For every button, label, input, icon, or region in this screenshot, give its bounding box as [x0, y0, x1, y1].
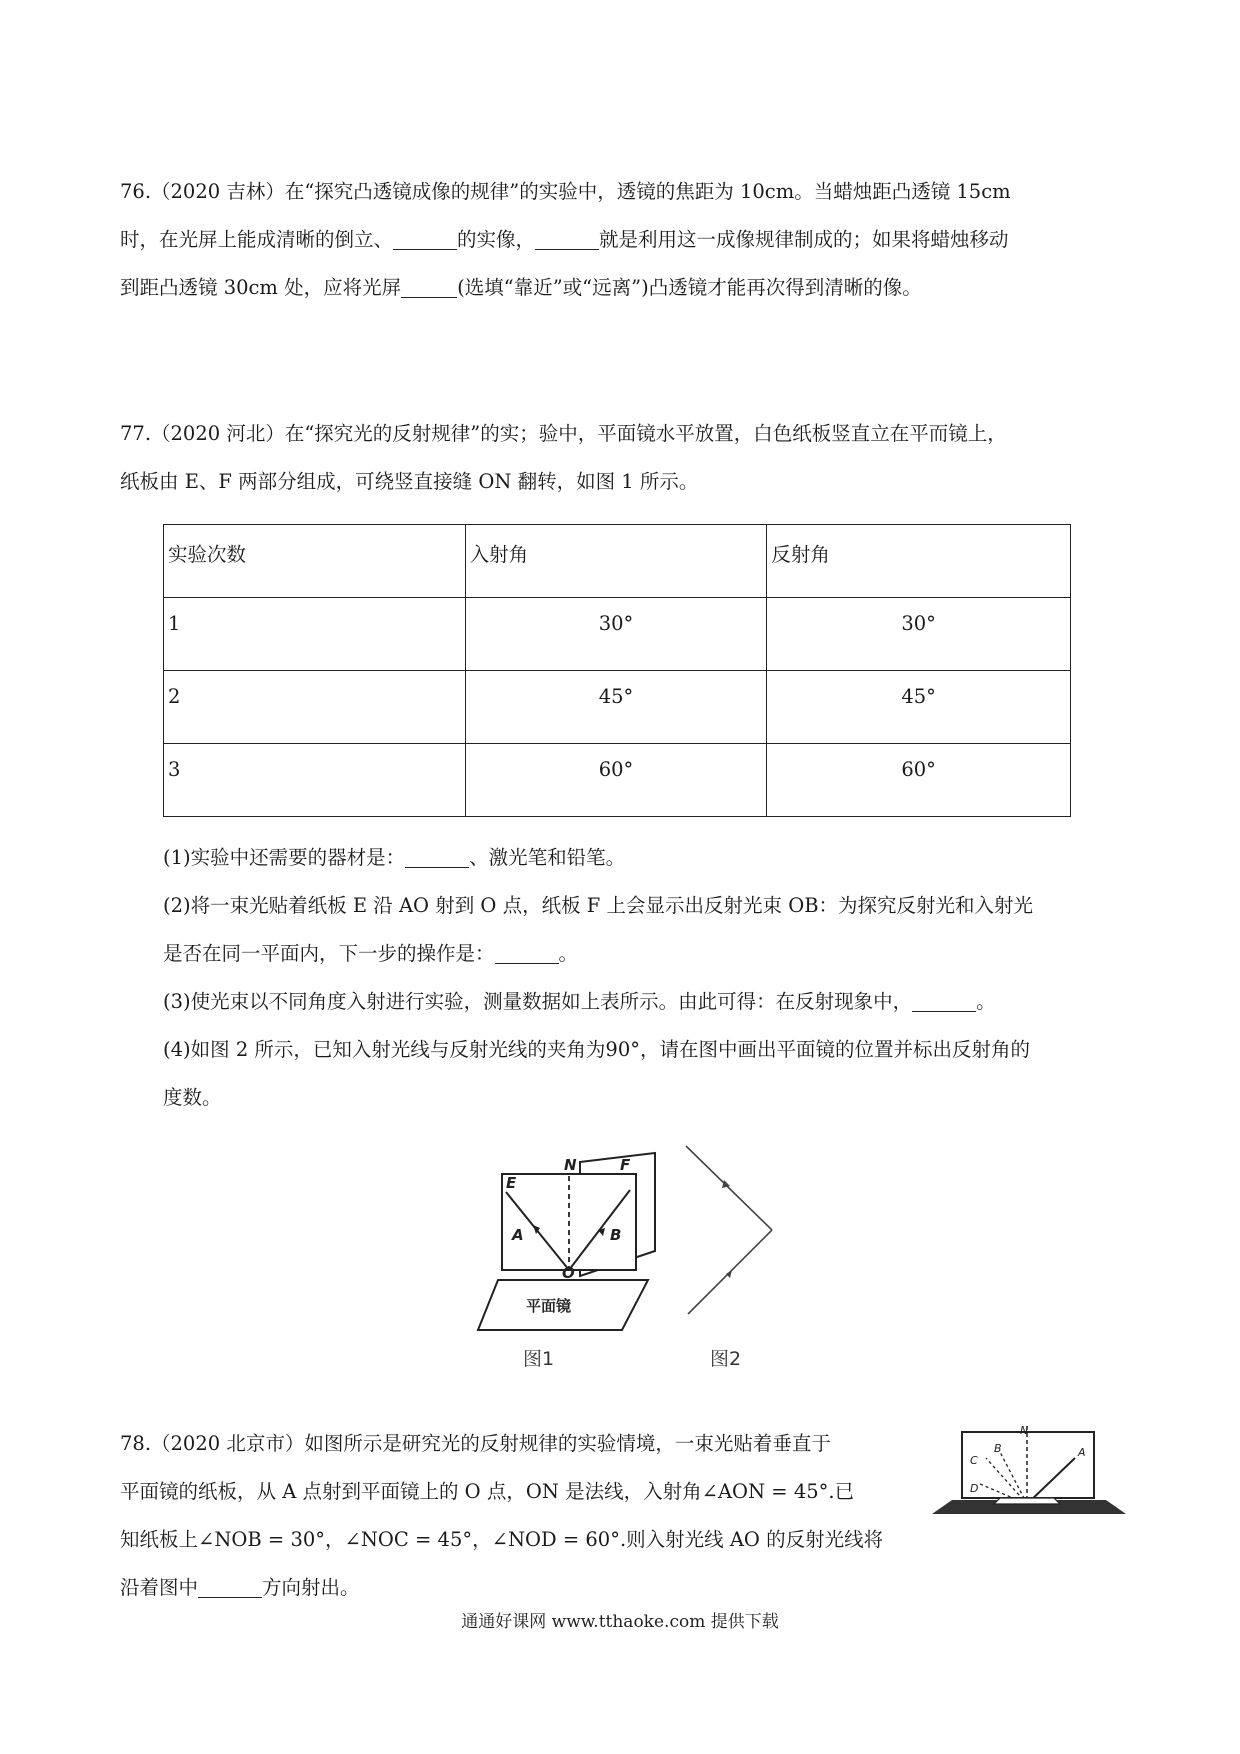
q77-sub-1-part-b: 、激光笔和铅笔。 — [469, 846, 626, 869]
q76-line-1: 76.（2020 吉林）在“探究凸透镜成像的规律”的实验中，透镜的焦距为 10cm。当蜡烛距凸透镜 15cm — [120, 180, 1011, 203]
figure-1-caption: 图1 — [523, 1348, 555, 1370]
table-row — [164, 671, 1071, 744]
table-cell: 2 — [164, 671, 466, 744]
answer-blank — [401, 278, 457, 299]
ray-upper — [686, 1146, 772, 1230]
question-77 — [120, 410, 1130, 506]
label-b: B — [994, 1442, 1002, 1455]
q77-sub-1-part-a: (1)实验中还需要的器材是： — [163, 846, 406, 869]
label-f: F — [620, 1156, 631, 1174]
q77-sub-3 — [163, 978, 1143, 1026]
answer-blank — [495, 944, 559, 965]
question-78 — [120, 1420, 920, 1612]
figure-1-diagram — [470, 1148, 670, 1338]
table-header-cell: 实验次数 — [164, 525, 466, 598]
q77-subquestions — [163, 834, 1143, 1122]
q76-line-3-part-a: 到距凸透镜 30cm 处，应将光屏 — [120, 276, 402, 299]
label-b: B — [610, 1226, 622, 1244]
mirror — [994, 1498, 1060, 1504]
q78-figure — [930, 1422, 1130, 1522]
figure-2-svg — [680, 1142, 790, 1322]
q77-sub-3-part-a: (3)使光束以不同角度入射进行实验，测量数据如上表所示。由此可得：在反射现象中， — [163, 990, 913, 1013]
label-o: O — [562, 1264, 575, 1282]
arrow-icon — [726, 1270, 732, 1278]
page-footer: 通通好课网 www.tthaoke.com 提供下载 — [461, 1612, 779, 1632]
table-row — [164, 744, 1071, 817]
question-76 — [120, 168, 1130, 312]
table-cell: 30° — [465, 598, 767, 671]
q78-line-4-part-b: 方向射出。 — [262, 1576, 360, 1599]
q78-line-2: 平面镜的纸板，从 A 点射到平面镜上的 O 点，ON 是法线，入射角∠AON = 45°.已 — [120, 1480, 855, 1503]
label-n: N — [1020, 1424, 1029, 1437]
table-cell: 3 — [164, 744, 466, 817]
table-cell: 30° — [767, 598, 1071, 671]
figure-2-caption: 图2 — [710, 1348, 742, 1370]
q77-line-2: 纸板由 E、F 两部分组成，可绕竖直接缝 ON 翻转，如图 1 所示。 — [120, 470, 699, 493]
board — [962, 1432, 1094, 1498]
answer-blank — [393, 230, 457, 251]
q78-figure-svg — [930, 1422, 1130, 1522]
q76-line-2 — [120, 216, 1130, 264]
q77-sub-4-line-1: (4)如图 2 所示，已知入射光线与反射光线的夹角为90°，请在图中画出平面镜的位置并标出反射角的 — [163, 1038, 1030, 1061]
table-header-cell: 反射角 — [767, 525, 1071, 598]
q76-line-2-part-a: 时，在光屏上能成清晰的倒立、 — [120, 228, 394, 251]
q77-sub-2-part-b: 。 — [558, 942, 579, 965]
q77-sub-1 — [163, 834, 1143, 882]
results-table — [163, 524, 1071, 817]
figure-2-diagram — [680, 1142, 790, 1322]
q77-line-1: 77.（2020 河北）在“探究光的反射规律”的实；验中，平面镜水平放置，白色纸板竖直立在平而镜上， — [120, 422, 1007, 445]
q76-line-3-part-b: (选填“靠近”或“远离”)凸透镜才能再次得到清晰的像。 — [457, 276, 922, 299]
q76-line-3 — [120, 264, 1130, 312]
label-n: N — [564, 1156, 577, 1174]
table-cell: 45° — [465, 671, 767, 744]
answer-blank — [912, 992, 976, 1013]
q77-sub-2-part-a: 是否在同一平面内，下一步的操作是： — [163, 942, 495, 965]
table-row — [164, 598, 1071, 671]
q78-line-1: 78.（2020 北京市）如图所示是研究光的反射规律的实验情境，一束光贴着垂直于 — [120, 1432, 831, 1455]
q77-sub-4-line-2: 度数。 — [163, 1086, 222, 1109]
answer-blank — [535, 230, 599, 251]
q78-line-3: 知纸板上∠NOB = 30°，∠NOC = 45°，∠NOD = 60°.则入射光线 AO 的反射光线将 — [120, 1528, 884, 1551]
label-a: A — [512, 1226, 524, 1244]
answer-blank — [405, 848, 469, 869]
q78-line-4 — [120, 1564, 920, 1612]
q77-sub-2-line-1: (2)将一束光贴着纸板 E 沿 AO 射到 O 点，纸板 F 上会显示出反射光束 OB：为探究反射光和入射光 — [163, 894, 1034, 917]
table-header-cell: 入射角 — [465, 525, 767, 598]
label-c: C — [970, 1454, 978, 1467]
label-mirror: 平面镜 — [526, 1297, 572, 1315]
table-cell: 45° — [767, 671, 1071, 744]
answer-blank — [198, 1578, 262, 1599]
table-cell: 60° — [465, 744, 767, 817]
q76-line-2-part-c: 就是利用这一成像规律制成的；如果将蜡烛移动 — [599, 228, 1009, 251]
label-e: E — [506, 1174, 517, 1192]
q76-line-2-part-b: 的实像， — [457, 228, 536, 251]
figure-1-svg — [470, 1148, 670, 1338]
label-d: D — [970, 1482, 979, 1495]
table-cell: 60° — [767, 744, 1071, 817]
table-header-row — [164, 525, 1071, 598]
q77-sub-3-part-b: 。 — [976, 990, 996, 1013]
q77-sub-2-line-2 — [163, 930, 1143, 978]
q78-line-4-part-a: 沿着图中 — [120, 1576, 199, 1599]
label-a: A — [1078, 1446, 1086, 1459]
table-cell: 1 — [164, 598, 466, 671]
